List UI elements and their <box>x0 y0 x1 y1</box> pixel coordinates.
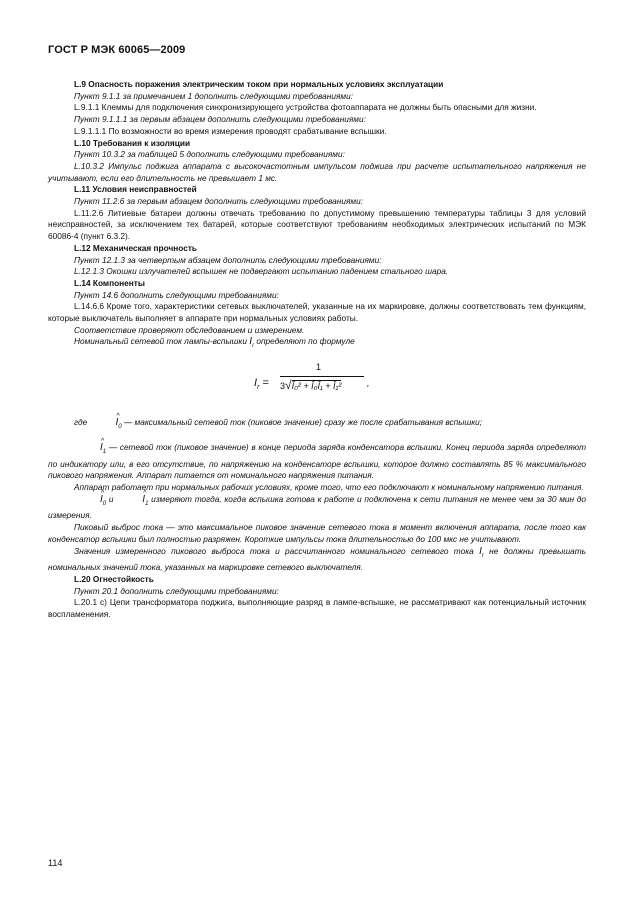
paragraph <box>48 336 586 353</box>
section-heading: L.14 Компоненты <box>74 277 145 288</box>
symbol <box>74 442 106 459</box>
sqrt-icon: √ <box>285 378 292 393</box>
text-run: Номинальный сетевой ток лампы-вспышки <box>74 336 247 347</box>
symbol-subscript: 0 <box>118 424 122 431</box>
section-heading: L.11 Условия неисправностей <box>74 184 197 195</box>
text-run: измеряют тогда, когда вспышка готова к работе и подключена к сети питания не менее чем за 30 мин до измерения. <box>48 493 587 521</box>
formula-lhs <box>254 378 269 394</box>
spacer <box>48 434 586 442</box>
text-run: — сетевой ток (пиковое значение) в конце периода заряда конденсатора вспышки. Конец периода заряда определяют по индикатору или, в его отсутствие, по напряжению на конденсаторе вспышки, которое должно составлять 85 % максимального пикового напряжения. Аппарат питается от номинального напряжения питания. <box>48 441 586 481</box>
formula-numerator: 1 <box>316 362 322 373</box>
document-body <box>48 79 586 621</box>
symbol-subscript: r <box>481 552 484 559</box>
page-number: 114 <box>48 858 63 868</box>
formula-tail: , <box>367 378 370 389</box>
symbol-subscript: 0 <box>102 500 107 507</box>
text-run: Значения измеренного пикового выброса тока и рассчитанного номинального сетевого тока <box>74 545 474 556</box>
symbol-letter: I <box>100 441 103 453</box>
symbol <box>74 494 106 511</box>
paragraph: L.12.1.3 Окошки излучателей вспышек не подвергают испытанию падением стального шара. <box>74 266 449 277</box>
section-heading: L.12 Механическая прочность <box>74 242 198 253</box>
paragraph <box>48 417 586 434</box>
text-run: определяют по формуле <box>256 336 355 347</box>
formula-lhs-sub: r <box>257 384 260 392</box>
text-run: не должны превышать номинальных значений тока, указанных на маркировке сетевого выключателя. <box>48 545 587 573</box>
paragraph: Пункт 11.2.6 за первым абзацем дополнить следующими требованиями: <box>74 196 363 207</box>
page-header: ГОСТ Р МЭК 60065—2009 <box>48 44 186 56</box>
formula-lhs-letter: I <box>254 377 258 390</box>
section-heading: L.10 Требования к изоляции <box>74 137 191 148</box>
text-run: где <box>74 417 88 428</box>
paragraph: Аппарат работает при нормальных рабочих условиях, кроме того, что его подключают к номинальному напряжению питания. <box>74 481 584 492</box>
symbol <box>249 336 255 350</box>
text-run: и <box>108 493 114 504</box>
paragraph: L.11.2.6 Литиевые батареи должны отвечать требованию по допустимому превышению температуры таблицы 3 для условий неисправностей, за исключением тех батарей, которые соответствуют требованиям необходимых электрических испытаний по МЭК 60086-4 (пункт 6.3.2). <box>48 207 586 242</box>
symbol-subscript: r <box>252 343 255 350</box>
formula-equals: = <box>262 377 269 390</box>
paragraph: Пункт 12.1.3 за четвертым абзацем дополнить следующими требованиями: <box>74 254 382 265</box>
symbol-subscript: 1 <box>145 500 149 507</box>
paragraph <box>48 442 586 482</box>
symbol-letter: I <box>249 336 253 348</box>
symbol-letter: I <box>115 417 119 429</box>
symbol-letter: I <box>100 493 103 505</box>
symbol-letter: I <box>479 545 482 557</box>
paragraph: Пиковый выброс тока — это максимальное пиковое значение сетевого тока в момент включения аппарата, после того как конденсатор вспышки был полностью разряжен. Короткие импульсы тока длительностью до 100 мкс не учитывают. <box>48 522 586 544</box>
paragraph: L.10.3.2 Импульс поджига аппарата с высокочастотным импульсом поджига при расчете испытательного напряжения не учитывают, если его длительность не превышает 1 мс. <box>48 160 586 183</box>
paragraph: L.20.1 c) Цепи трансформатора поджига, выполняющие разряд в лампе-вспышке, не рассматривают как потенциальный источник воспламенения. <box>48 597 586 620</box>
fraction-bar <box>280 376 364 377</box>
text-run: — максимальный сетевой ток (пиковое значение) сразу же после срабатывания вспышки; <box>123 417 483 428</box>
formula-den-body: Î₀² + Î₀Î₁ + Î₁² <box>291 381 342 392</box>
symbol <box>479 546 484 557</box>
paragraph: Пункт 20.1 дополнить следующими требованиями: <box>74 585 279 596</box>
paragraph: Пункт 9.1.1.1 за первым абзацем дополнить следующими требованиями: <box>74 114 366 125</box>
symbol <box>90 417 122 434</box>
symbol-letter: I <box>142 493 146 505</box>
formula-denominator <box>280 380 341 393</box>
paragraph: L.9.1.1.1 По возможности во время измерения проводят срабатывание вспышки. <box>74 125 387 136</box>
paragraph: Пункт 14.6 дополнить следующими требованиями: <box>74 289 279 300</box>
paragraph <box>48 494 586 522</box>
section-heading: L.20 Огнестойкость <box>74 573 154 584</box>
formula-den-prefix: 3 <box>280 381 286 392</box>
section-heading: L.9 Опасность поражения электрическим током при нормальных условиях эксплуатации <box>74 79 444 89</box>
paragraph: L.14.6.6 Кроме того, характеристики сетевых выключателей, указанные на их маркировке, должны соответствовать тем функциям, которые выключатель выполняет в аппарате при нормальных условиях работы. <box>48 301 586 324</box>
paragraph: Соответствие проверяют обследованием и измерением. <box>74 324 305 335</box>
paragraph: Пункт 10.3.2 за таблицей 5 дополнить следующими требованиями: <box>74 149 345 160</box>
paragraph <box>48 546 586 574</box>
paragraph: L.9.1.1 Клеммы для подключения синхронизирующего устройства фотоаппарата не должны быть опасными для жизни. <box>74 102 537 113</box>
formula <box>48 355 586 415</box>
symbol-subscript: 1 <box>102 448 107 455</box>
paragraph: Пункт 9.1.1 за примечанием 1 дополнить следующими требованиями: <box>74 90 354 101</box>
symbol <box>116 494 148 511</box>
